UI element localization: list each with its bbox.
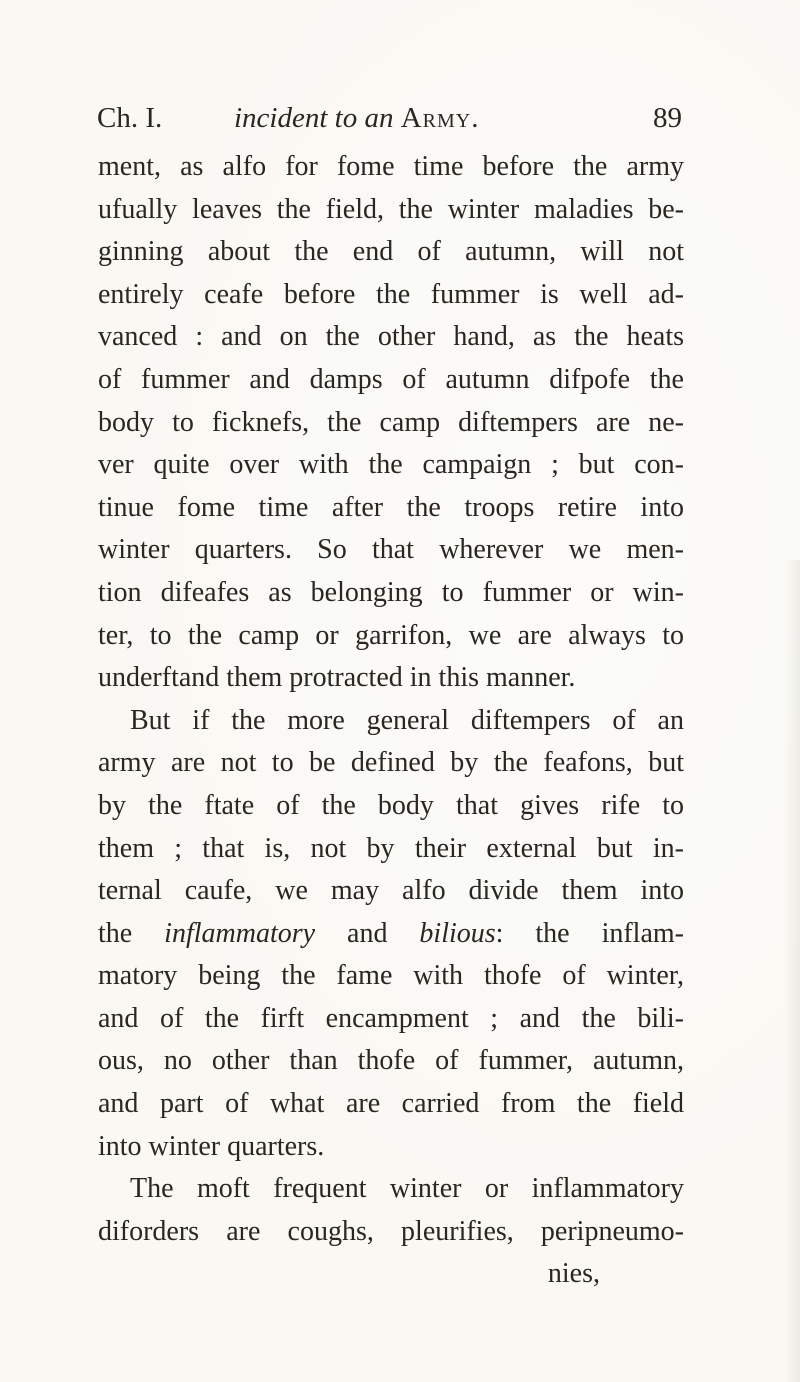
text-line: body to ficknefs, the camp diftempers are ne-	[98, 406, 684, 438]
text-line: tion difeafes as belonging to fummer or win-	[98, 576, 684, 608]
text-line: of fummer and damps of autumn difpofe the	[98, 363, 684, 395]
text-segment: : the inflam-	[495, 917, 684, 949]
text-segment: and	[315, 917, 420, 949]
text-line: and part of what are carried from the field	[98, 1088, 684, 1120]
text-line: and of the firft encampment ; and the bili-	[98, 1002, 684, 1034]
catchword: nies,	[547, 1258, 600, 1290]
text-line-with-emphasis	[98, 913, 684, 956]
running-title	[234, 102, 480, 135]
text-line: ver quite over with the campaign ; but con-	[98, 449, 684, 481]
text-line: ous, no other than thofe of fummer, autumn,	[98, 1045, 684, 1077]
text-line: winter quarters. So that wherever we men-	[98, 534, 684, 566]
text-line: vanced : and on the other hand, as the heats	[98, 321, 684, 353]
text-line: into winter quarters.	[98, 1130, 325, 1162]
text-line: ufually leaves the field, the winter maladies be-	[98, 193, 684, 225]
text-line: by the ftate of the body that gives rife to	[98, 789, 684, 821]
paragraph-start-line: The moft frequent winter or inflammatory	[130, 1173, 684, 1205]
paragraph-start-line: But if the more general diftempers of an	[130, 704, 684, 736]
text-line: matory being the fame with thofe of winter,	[98, 960, 684, 992]
running-title-italic: incident to an	[234, 102, 394, 134]
page-number: 89	[653, 102, 682, 134]
text-line: underftand them protracted in this manner.	[98, 662, 576, 694]
running-header	[97, 102, 682, 142]
chapter-label: Ch. I.	[97, 102, 163, 134]
text-line: tinue fome time after the troops retire into	[98, 491, 684, 523]
text-line: ter, to the camp or garrifon, we are always to	[98, 619, 684, 651]
body-text	[98, 146, 684, 1296]
text-line: army are not to be defined by the feafons, but	[98, 747, 684, 779]
text-line: them ; that is, not by their external but in-	[98, 832, 684, 864]
text-segment: the	[98, 917, 165, 949]
emphasis-bilious: bilious	[419, 917, 496, 949]
text-line: diforders are coughs, pleurifies, peripneumo-	[98, 1215, 684, 1247]
text-line: ginning about the end of autumn, will not	[98, 236, 684, 268]
page-edge-shadow	[784, 560, 800, 1382]
text-line: ternal caufe, we may alfo divide them into	[98, 875, 684, 907]
text-line: entirely ceafe before the fummer is well ad-	[98, 278, 684, 310]
text-line: ment, as alfo for fome time before the army	[98, 151, 684, 182]
emphasis-inflammatory: inflammatory	[164, 917, 316, 949]
running-title-caps: Army.	[400, 102, 480, 134]
